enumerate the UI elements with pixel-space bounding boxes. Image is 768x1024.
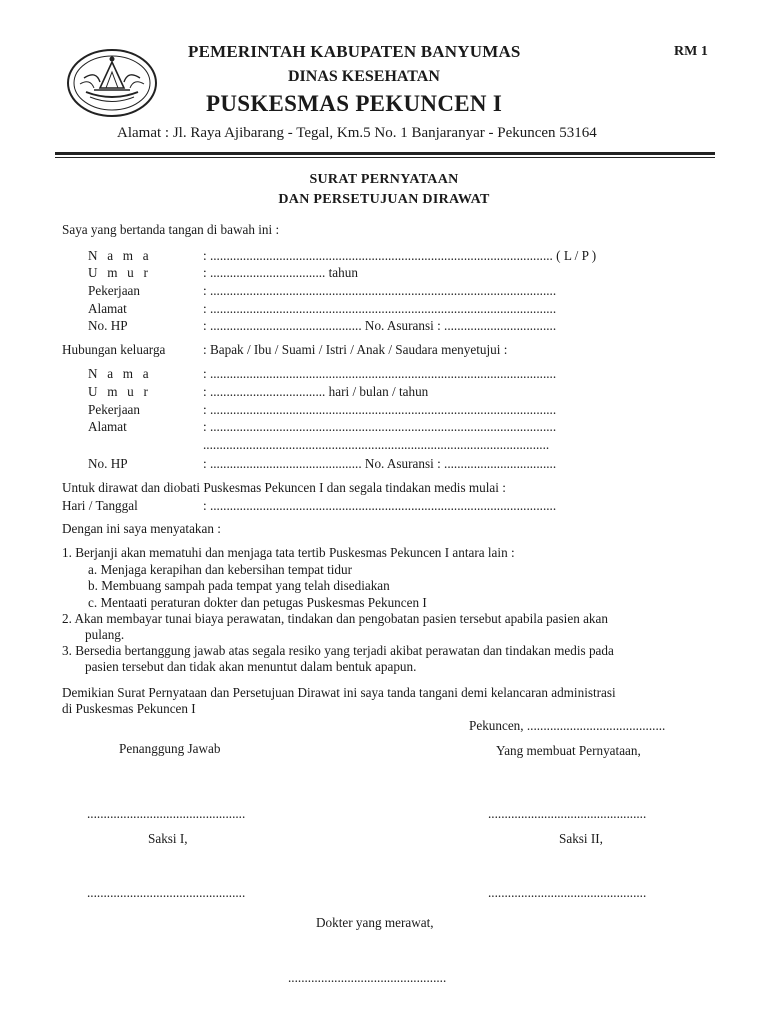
declarant-signature-line[interactable]: ................................................ bbox=[488, 806, 647, 821]
guardian-job-field[interactable]: : ......................................................................................................... bbox=[203, 402, 557, 417]
statement-item-2: 2. Akan membayar tunai biaya perawatan, tindakan dan pengobatan pasien tersebut apabila pasien akan bbox=[62, 611, 608, 626]
guardian-phone-insurance-field[interactable]: : .............................................. No. Asuransi : .................................. bbox=[203, 456, 557, 471]
statement-item-1: 1. Berjanji akan mematuhi dan menjaga tata tertib Puskesmas Pekuncen I antara lain : bbox=[62, 545, 515, 560]
patient-address-label: Alamat bbox=[88, 301, 127, 316]
patient-phone-label: No. HP bbox=[88, 318, 128, 333]
header-divider-thick bbox=[55, 152, 715, 155]
patient-name-label: N a m a bbox=[88, 248, 152, 263]
guardian-address-field[interactable]: : ......................................................................................................... bbox=[203, 419, 557, 434]
doctor-signature-line[interactable]: ................................................ bbox=[288, 970, 447, 985]
statement-item-1b: b. Membuang sampah pada tempat yang telah disediakan bbox=[88, 578, 390, 593]
doctor-title: Dokter yang merawat, bbox=[316, 915, 434, 930]
closing-text-cont: di Puskesmas Pekuncen I bbox=[62, 701, 196, 716]
guardian-job-label: Pekerjaan bbox=[88, 402, 140, 417]
witness-1-title: Saksi I, bbox=[148, 831, 188, 846]
patient-name-field[interactable]: : ........................................................................................................ ( L / P ) bbox=[203, 248, 597, 263]
header-divider-thin bbox=[55, 157, 715, 158]
header-institution: PUSKESMAS PEKUNCEN I bbox=[206, 91, 503, 116]
declarant-title: Yang membuat Pernyataan, bbox=[496, 743, 641, 758]
witness-2-signature-line[interactable]: ................................................ bbox=[488, 885, 647, 900]
statement-item-3: 3. Bersedia bertanggung jawab atas segala resiko yang terjadi akibat perawatan dan tindakan medis pada bbox=[62, 643, 614, 658]
treatment-date-field[interactable]: : ......................................................................................................... bbox=[203, 498, 557, 513]
banyumas-regency-seal-icon bbox=[66, 48, 158, 118]
guardian-address-field-line2[interactable]: ......................................................................................................... bbox=[203, 437, 550, 452]
document-subtitle: DAN PERSETUJUAN DIRAWAT bbox=[278, 192, 490, 207]
relation-options[interactable]: : Bapak / Ibu / Suami / Istri / Anak / Saudara menyetujui : bbox=[203, 342, 508, 357]
patient-age-label: U m u r bbox=[88, 265, 152, 280]
statement-item-3-cont: pasien tersebut dan tidak akan menuntut dalam bentuk apapun. bbox=[85, 659, 417, 674]
patient-phone-insurance-field[interactable]: : .............................................. No. Asuransi : .................................. bbox=[203, 318, 557, 333]
patient-age-field[interactable]: : ................................... tahun bbox=[203, 265, 358, 280]
witness-2-title: Saksi II, bbox=[559, 831, 603, 846]
document-title: SURAT PERNYATAAN bbox=[309, 172, 459, 187]
treatment-date-label: Hari / Tanggal bbox=[62, 498, 138, 513]
statement-intro: Dengan ini saya menyatakan : bbox=[62, 521, 221, 536]
header-department: DINAS KESEHATAN bbox=[288, 68, 440, 85]
treatment-text: Untuk dirawat dan diobati Puskesmas Pekuncen I dan segala tindakan medis mulai : bbox=[62, 480, 506, 495]
statement-item-2-cont: pulang. bbox=[85, 627, 125, 642]
header-government: PEMERINTAH KABUPATEN BANYUMAS bbox=[188, 42, 521, 61]
guardian-age-label: U m u r bbox=[88, 384, 152, 399]
statement-item-1a: a. Menjaga kerapihan dan kebersihan tempat tidur bbox=[88, 562, 353, 577]
patient-job-label: Pekerjaan bbox=[88, 283, 140, 298]
header-address: Alamat : Jl. Raya Ajibarang - Tegal, Km.5 No. 1 Banjaranyar - Pekuncen 53164 bbox=[117, 125, 597, 141]
statement-item-1c: c. Mentaati peraturan dokter dan petugas Puskesmas Pekuncen I bbox=[88, 595, 427, 610]
relation-label: Hubungan keluarga bbox=[62, 342, 166, 357]
guardian-address-label: Alamat bbox=[88, 419, 127, 434]
guardian-phone-label: No. HP bbox=[88, 456, 128, 471]
form-code: RM 1 bbox=[674, 44, 708, 59]
responsible-party-signature-line[interactable]: ................................................ bbox=[87, 806, 246, 821]
guardian-name-label: N a m a bbox=[88, 366, 152, 381]
witness-1-signature-line[interactable]: ................................................ bbox=[87, 885, 246, 900]
patient-address-field[interactable]: : ......................................................................................................... bbox=[203, 301, 557, 316]
guardian-age-field[interactable]: : ................................... hari / bulan / tahun bbox=[203, 384, 429, 399]
guardian-name-field[interactable]: : ......................................................................................................... bbox=[203, 366, 557, 381]
responsible-party-title: Penanggung Jawab bbox=[119, 741, 221, 756]
patient-job-field[interactable]: : ......................................................................................................... bbox=[203, 283, 557, 298]
closing-text: Demikian Surat Pernyataan dan Persetujuan Dirawat ini saya tanda tangani demi kelancaran administrasi bbox=[62, 685, 616, 700]
place-date-field[interactable]: Pekuncen, .......................................... bbox=[469, 718, 666, 733]
intro-text: Saya yang bertanda tangan di bawah ini : bbox=[62, 222, 280, 237]
